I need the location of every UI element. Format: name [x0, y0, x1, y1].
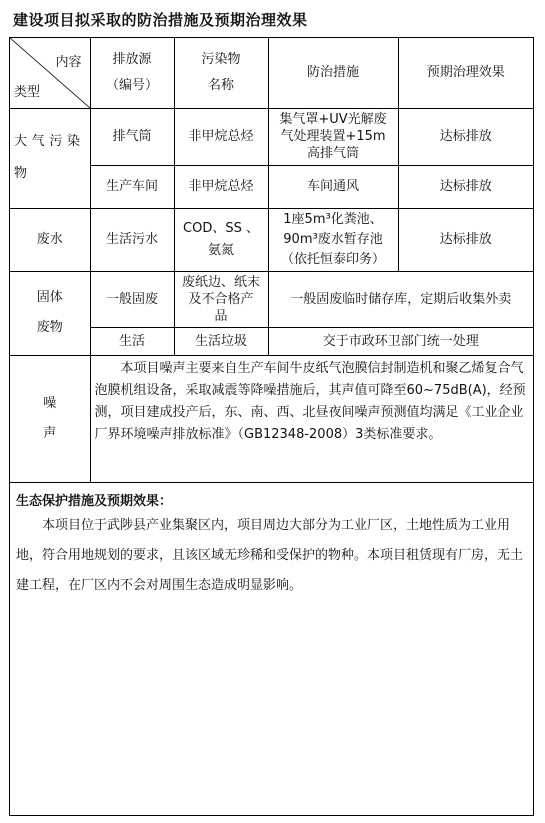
measure-line: （依托恒泰印务）: [280, 251, 385, 267]
source-cell: 排气筒: [90, 108, 174, 165]
measure-cell-merged: 一般固废临时储存库，定期后收集外卖: [268, 271, 533, 327]
category-air-line2: 物: [14, 166, 28, 181]
measure-line: 1座5m³化粪池、: [283, 211, 383, 227]
measure-cell: 车间通风: [268, 165, 398, 208]
measure-line: 集气罩+UV光解废: [279, 112, 387, 127]
measure-line: 90m³废水暂存池: [283, 231, 383, 247]
measure-line: 高排气筒: [306, 146, 359, 161]
header-effect: 预期治理效果: [398, 38, 533, 108]
header-source: [90, 38, 174, 108]
pollutant-cell: 非甲烷总烃: [174, 108, 268, 165]
header-pollutant: [174, 38, 268, 108]
header-measure: 防治措施: [268, 38, 398, 108]
pollutant-line: 氨氮: [207, 242, 234, 258]
ecology-text: 本项目位于武陟县产业集聚区内，项目周边大部分为工业厂区，土地性质为工业用地，符合用地规划的要求，且该区域无珍稀和受保护的物种。本项目租赁现有厂房，无土建工程，在厂区内不会对周围生态造成明显影响。: [16, 518, 524, 593]
table-row: [10, 355, 533, 482]
pollutant-cell: [174, 208, 268, 271]
category-solid-line2: 废物: [36, 320, 63, 335]
table-row: [10, 108, 533, 165]
header-pollutant-label: 污染物: [201, 51, 241, 67]
effect-cell: 达标排放: [398, 208, 533, 271]
category-solid: [10, 271, 90, 355]
effect-cell: 达标排放: [398, 165, 533, 208]
category-noise: [10, 355, 90, 482]
noise-description: 本项目噪声主要来自生产车间牛皮纸气泡膜信封制造机和聚乙烯复合气泡膜机组设备，采取减震等降噪措施后，其声值可降至60~75dB(A)，经预测，项目建成投产后，东、南、西、北昼夜间噪声预测值均满足《工业企业厂界环境噪声排放标准》（GB12348-2008）3类标准要求。: [90, 355, 533, 482]
table-header-row: [10, 38, 533, 108]
category-noise-line2: 声: [43, 425, 57, 441]
measure-cell-merged: 交于市政环卫部门统一处理: [268, 327, 533, 355]
measures-table: [10, 38, 533, 483]
category-water: 废水: [10, 208, 90, 271]
pollutant-cell: 生活垃圾: [174, 327, 268, 355]
pollutant-line: COD、SS 、: [183, 220, 259, 236]
source-cell: 生活: [90, 327, 174, 355]
table-row: [10, 208, 533, 271]
ecology-section: [16, 491, 528, 601]
header-source-label: 排放源: [112, 51, 152, 67]
header-source-sub: （编号）: [105, 77, 158, 93]
table-row: [10, 271, 533, 327]
ecology-title: 生态保护措施及预期效果：: [16, 494, 173, 509]
header-diagonal-cell: [10, 38, 90, 108]
measure-cell: [268, 208, 398, 271]
header-type-label: 类型: [14, 85, 41, 100]
source-cell: 生产车间: [90, 165, 174, 208]
category-air-line1: 大气污染: [14, 134, 80, 149]
category-air: [10, 108, 90, 208]
measure-line: 气处理装置+15m: [280, 129, 386, 144]
page-title: 建设项目拟采取的防治措施及预期治理效果: [13, 11, 308, 29]
header-content-label: 内容: [55, 55, 82, 70]
source-cell: 一般固废: [90, 271, 174, 327]
category-noise-line1: 噪: [43, 395, 57, 411]
measure-cell: [268, 108, 398, 165]
source-cell: 生活污水: [90, 208, 174, 271]
effect-cell: 达标排放: [398, 108, 533, 165]
pollutant-cell: [174, 271, 268, 327]
pollutant-line: 及不合格产: [188, 291, 254, 307]
measures-table-frame: [9, 37, 534, 816]
pollutant-cell: 非甲烷总烃: [174, 165, 268, 208]
header-pollutant-sub: 名称: [207, 77, 234, 93]
pollutant-line: 废纸边、纸末: [181, 274, 260, 290]
pollutant-line: 品: [214, 308, 228, 324]
category-solid-line1: 固体: [36, 290, 63, 305]
